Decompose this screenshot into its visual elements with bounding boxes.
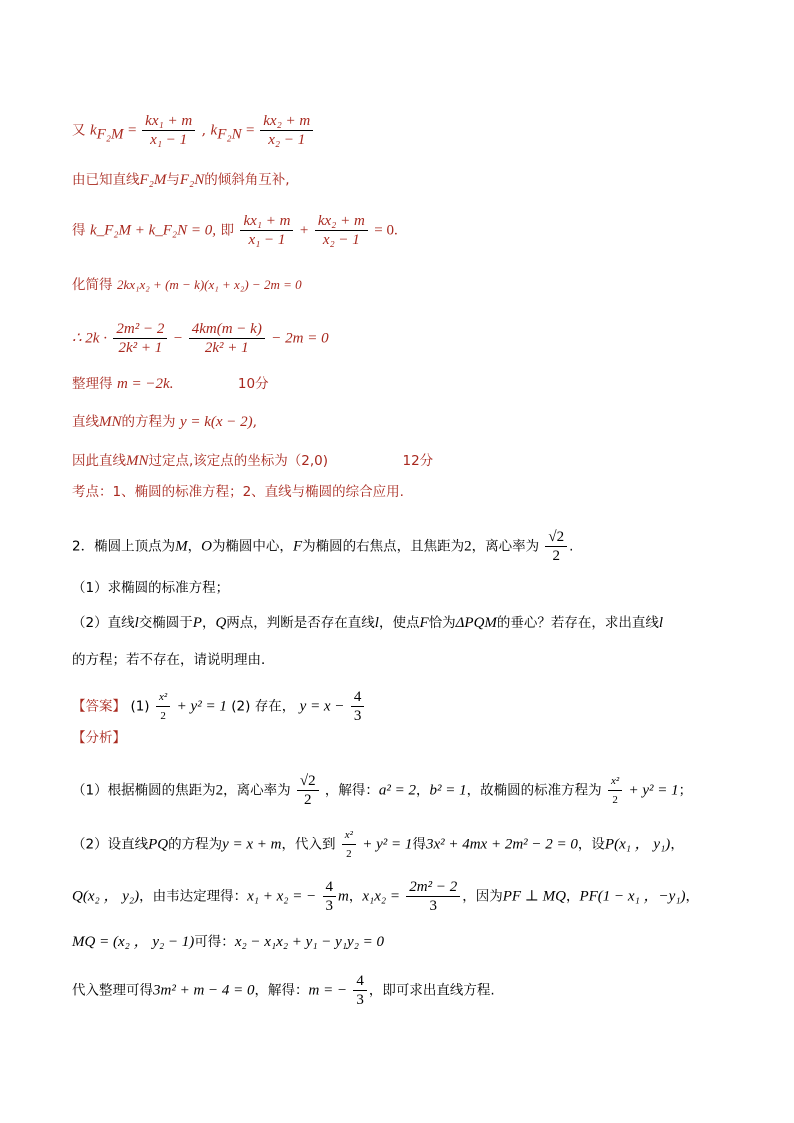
question-2-part-2: （2）直线l交椭圆于P，Q两点，判断是否存在直线l，使点F恰为ΔPQM的垂心？若存在，求出直线l bbox=[72, 615, 664, 631]
analysis-part-4: MQ = (x₂ ， y₂ − 1)可得：x₂ − x₁x₂ + y₁ − y₁y₂ = 0 bbox=[72, 934, 385, 950]
fraction: $\frac{4}{3}$ bbox=[323, 878, 337, 915]
line-supplementary: 由已知直线F₂M与F₂N的倾斜角互补, bbox=[72, 172, 290, 188]
line-mn-equation: 直线MN的方程为 y = k(x − 2), bbox=[72, 414, 258, 430]
line-simplify: 化简得 2kx₁x₂ + (m − k)(x₁ + x₂) − 2m = 0 bbox=[72, 277, 302, 293]
analysis-tag: 【分析】 bbox=[72, 730, 126, 746]
question-2-stem: 2．椭圆上顶点为M，O为椭圆中心，F为椭圆的右焦点，且焦距为2，离心率为 $\frac{√2}{2}$ . bbox=[72, 529, 574, 564]
analysis-part-5: 代入整理可得3m² + m − 4 = 0，解得：m = − $\frac{4}{3}$ ，即可求出直线方程. bbox=[72, 973, 495, 1008]
line-k-slopes: 又 $k_{F_2M}$ = $\frac{\text{kx₁ + m}}{\text{x₁ − 1}}$ , $k_{F_2N}$ = $\frac{\text{kx₂ + m}}{\text{x₂ − 1}}$ bbox=[72, 112, 315, 149]
fraction: $\frac{\text{kx₁ + m}}{\text{x₁ − 1}}$ bbox=[142, 112, 195, 149]
line-therefore: ∴ 2k · $\frac{\text{2m² − 2}}{\text{2k² + 1}}$ − $\frac{4km(m - k)}{\text{2k² + 1}}$ − 2m = 0 bbox=[72, 321, 329, 356]
analysis-part-2: （2）设直线PQ的方程为y = x + m，代入到 $\frac{\text{x²}}{2}$ + y² = 1得3x² + 4mx + 2m² − 2 = 0，设P(x₁ ， y₁)， bbox=[72, 826, 684, 863]
question-2-part-1: （1）求椭圆的标准方程； bbox=[72, 580, 230, 596]
fraction: $\frac{4km(m - k)}{\text{2k² + 1}}$ bbox=[189, 320, 265, 357]
line-fixed-point: 因此直线MN过定点,该定点的坐标为（2,0) 12分 bbox=[72, 453, 434, 469]
fraction: $\frac{\text{kx₂ + m}}{\text{x₂ − 1}}$ bbox=[260, 112, 313, 149]
question-2-part-2-cont: 的方程；若不存在，请说明理由． bbox=[72, 652, 275, 668]
fraction: $\frac{\text{2m² − 2}}{\text{2k² + 1}}$ bbox=[113, 320, 167, 357]
analysis-part-1: （1）根据椭圆的焦距为2，离心率为 $\frac{√2}{2}$ ，解得：a² = 2，b² = 1，故椭圆的标准方程为 $\frac{\text{x²}}{2}$ + y² = 1； bbox=[72, 773, 693, 808]
fraction: $\frac{4}{3}$ bbox=[353, 972, 367, 1009]
fraction: $\frac{\text{2m² − 2}}{3}$ bbox=[406, 878, 460, 915]
answer-line: 【答案】 (1) $\frac{\text{x²}}{2}$ + y² = 1 (2) 存在， y = x − $\frac{4}{3}$ bbox=[72, 688, 366, 725]
analysis-part-3: Q(x₂ ， y₂)，由韦达定理得：x₁ + x₂ = − $\frac{4}{3}$ m，x₁x₂ = $\frac{\text{2m² − 2}}{3}$ ，因为PF ⊥ MQ，PF(1 − x₁ ，−y₁)， bbox=[72, 879, 700, 914]
fraction: $\frac{\text{x²}}{2}$ bbox=[342, 826, 356, 863]
fraction: $\frac{√2}{2}$ bbox=[297, 772, 319, 809]
fraction: $\frac{4}{3}$ bbox=[351, 688, 365, 725]
line-sum-zero: 得 k_F₂M + k_F₂N = 0, 即 $\frac{\text{kx₁ + m}}{\text{x₁ − 1}}$ + $\frac{\text{kx₂ + m}}{\text{x₂ − 1}}$ = 0. bbox=[72, 213, 398, 248]
score-label: 10分 bbox=[237, 376, 269, 392]
answer-tag: 【答案】 bbox=[72, 698, 126, 715]
fraction: $\frac{√2}{2}$ bbox=[545, 528, 567, 565]
fraction: $\frac{\text{x²}}{2}$ bbox=[156, 688, 170, 725]
score-label: 12分 bbox=[402, 453, 434, 469]
fraction: $\frac{\text{kx₂ + m}}{\text{x₂ − 1}}$ bbox=[315, 212, 368, 249]
fraction: $\frac{\text{kx₁ + m}}{\text{x₁ − 1}}$ bbox=[240, 212, 293, 249]
line-key-points: 考点：1、椭圆的标准方程；2、直线与椭圆的综合应用. bbox=[72, 484, 404, 500]
line-result-m: 整理得 m = −2k. 10分 bbox=[72, 376, 269, 392]
fraction: $\frac{\text{x²}}{2}$ bbox=[608, 772, 622, 809]
